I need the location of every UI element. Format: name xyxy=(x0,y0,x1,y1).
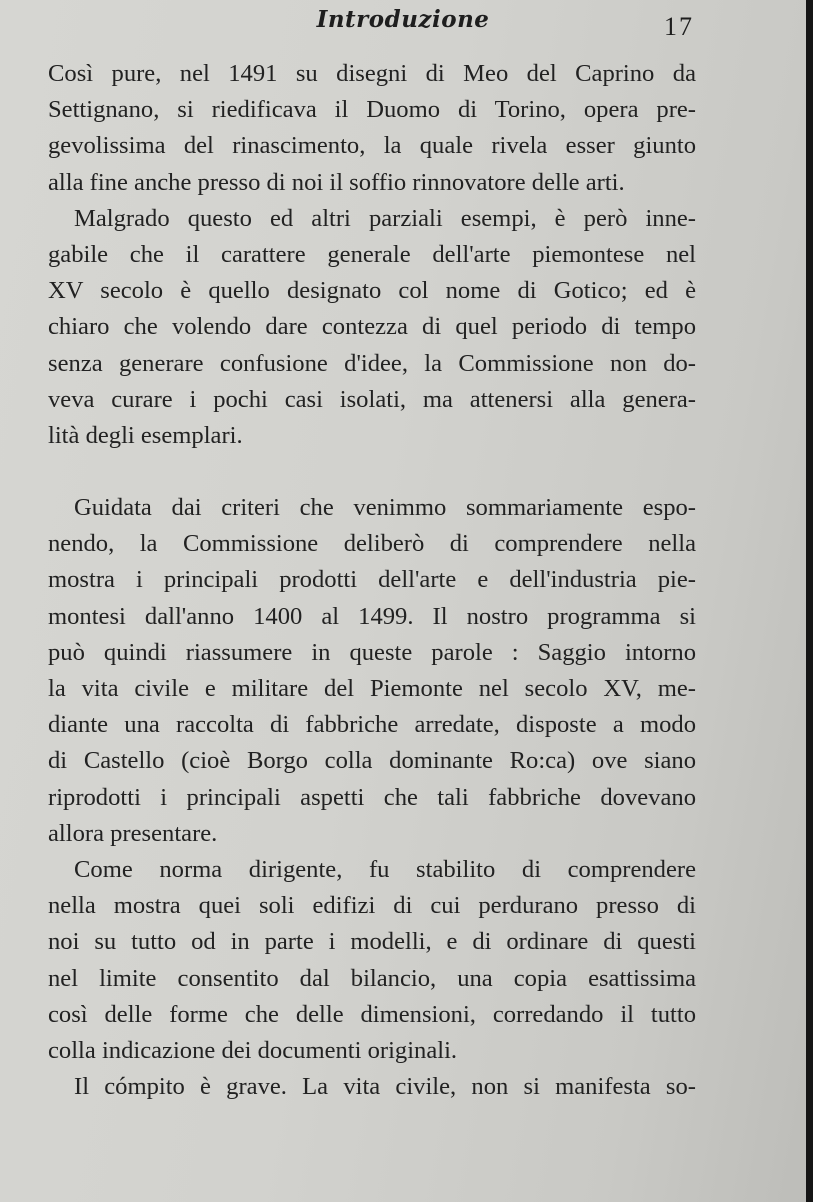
text-line: nendo, la Commissione deliberò di comprendere nella xyxy=(48,530,696,558)
text-line: allora presentare. xyxy=(48,819,218,847)
text-line: la vita civile e militare del Piemonte nel secolo XV, me- xyxy=(48,675,696,702)
text-line: Come norma dirigente, fu stabilito di comprendere xyxy=(74,855,696,883)
text-line: Guidata dai criteri che venimmo sommariamente espo- xyxy=(74,494,696,522)
paragraph xyxy=(48,201,696,454)
text-line: gevolissima del rinascimento, la quale rivela esser giunto xyxy=(48,132,696,160)
text-line: Così pure, nel 1491 su disegni di Meo del Caprino da xyxy=(48,60,696,87)
page-number: 17 xyxy=(664,12,694,41)
text-line: Malgrado questo ed altri parziali esempi, è però inne- xyxy=(74,204,696,232)
paragraph-gap xyxy=(48,454,696,490)
text-line: lità degli esemplari. xyxy=(48,421,243,449)
paragraph xyxy=(48,1069,696,1105)
body-text xyxy=(48,56,696,1105)
running-title: Introduzione xyxy=(316,6,490,33)
scan-edge xyxy=(806,0,813,1202)
paragraph xyxy=(48,56,696,201)
text-line: mostra i principali prodotti dell'arte e dell'industria pie- xyxy=(48,566,696,594)
text-line: Settignano, si riedificava il Duomo di Torino, opera pre- xyxy=(48,96,696,124)
page-header xyxy=(0,4,806,44)
text-line: può quindi riassumere in queste parole : Saggio intorno xyxy=(48,638,696,666)
text-line: Il cómpito è grave. La vita civile, non si manifesta so- xyxy=(74,1073,696,1101)
text-line: nel limite consentito dal bilancio, una copia esattissima xyxy=(48,964,696,992)
text-line: montesi dall'anno 1400 al 1499. Il nostro programma si xyxy=(48,602,696,630)
text-line: di Castello (cioè Borgo colla dominante Ro:ca) ove siano xyxy=(48,747,696,775)
paragraphs xyxy=(48,56,696,1105)
text-line: così delle forme che delle dimensioni, corredando il tutto xyxy=(48,1000,696,1028)
text-line: colla indicazione dei documenti originali. xyxy=(48,1036,458,1064)
text-line: nella mostra quei soli edifizi di cui perdurano presso di xyxy=(48,892,696,920)
text-line: alla fine anche presso di noi il soffio rinnovatore delle arti. xyxy=(48,168,625,196)
paragraph xyxy=(48,490,696,852)
text-line: chiaro che volendo dare contezza di quel periodo di tempo xyxy=(48,313,696,341)
text-line: gabile che il carattere generale dell'arte piemontese nel xyxy=(48,240,696,268)
text-line: diante una raccolta di fabbriche arredate, disposte a modo xyxy=(48,711,696,739)
text-line: noi su tutto od in parte i modelli, e di ordinare di questi xyxy=(48,928,696,956)
text-line: senza generare confusione d'idee, la Commissione non do- xyxy=(48,349,696,377)
paragraph xyxy=(48,852,696,1069)
text-line: riprodotti i principali aspetti che tali fabbriche dovevano xyxy=(48,783,696,811)
text-line: XV secolo è quello designato col nome di Gotico; ed è xyxy=(48,277,696,305)
text-line: veva curare i pochi casi isolati, ma attenersi alla genera- xyxy=(48,385,696,413)
